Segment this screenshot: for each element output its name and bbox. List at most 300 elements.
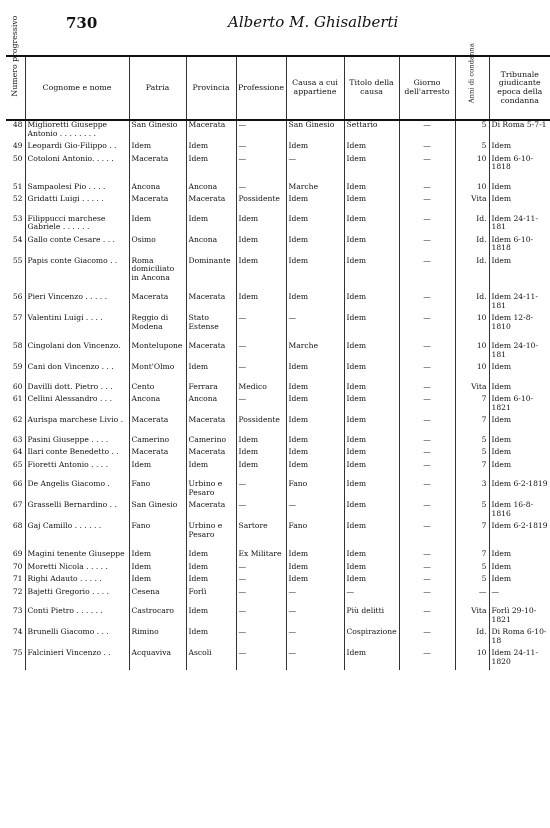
cell-anni: Id. [455, 293, 489, 314]
cell-numero: 55 [12, 256, 23, 265]
cell-professione: — [236, 607, 286, 628]
cell-giorno: — [399, 649, 455, 670]
cell-provincia: Idem [186, 550, 236, 563]
cell-causa: Idem [286, 416, 344, 429]
cell-giorno: — [399, 363, 455, 376]
cell-professione: Idem [236, 293, 286, 314]
row-spacer [6, 335, 550, 342]
cell-giorno: — [399, 563, 455, 576]
cell-cognome: Righi Adauto . . . . . [25, 575, 129, 588]
cell-professione: — [236, 588, 286, 601]
cell-titolo: Idem [344, 448, 399, 461]
cell-causa: Idem [286, 215, 344, 236]
cell-numero: 72 [12, 587, 23, 596]
cell-provincia: Idem [186, 155, 236, 176]
cell-anni: 10 [455, 649, 489, 670]
cell-anni: Id. [455, 257, 489, 287]
cell-professione: — [236, 342, 286, 363]
cell-anni: 5 [455, 575, 489, 588]
cell-patria: Cento [129, 383, 186, 396]
cell-titolo: Idem [344, 342, 399, 363]
cell-titolo: Idem [344, 236, 399, 257]
cell-giorno: — [399, 416, 455, 429]
cell-tribunale: Idem [489, 257, 550, 287]
row-spacer [6, 543, 550, 550]
table-row [6, 607, 550, 628]
cell-titolo: Idem [344, 649, 399, 670]
cell-patria: Ancona [129, 183, 186, 196]
header-provincia: Provincia [186, 56, 236, 120]
table-row [6, 588, 550, 601]
table-row [6, 575, 550, 588]
cell-titolo: — [344, 588, 399, 601]
cell-numero: 71 [12, 575, 23, 583]
cell-provincia: Idem [186, 142, 236, 155]
table-row [6, 550, 550, 563]
table-row [6, 314, 550, 335]
cell-provincia: Dominante [186, 257, 236, 287]
cell-anni: 7 [455, 522, 489, 543]
cell-professione: Ex Militare [236, 550, 286, 563]
cell-anni: 7 [455, 395, 489, 416]
cell-titolo: Idem [344, 563, 399, 576]
cell-numero: 63 [12, 435, 23, 444]
cell-cognome: Gaj Camillo . . . . . . [25, 522, 129, 543]
cell-tribunale: Idem [489, 563, 550, 576]
cell-cognome: Davilli dott. Pietro . . . [25, 383, 129, 396]
cell-cognome: Cingolani don Vincenzo. [25, 342, 129, 363]
cell-tribunale: Idem 6-2-1819 [489, 522, 550, 543]
cell-anni: 5 [455, 436, 489, 449]
cell-giorno: — [399, 461, 455, 474]
table-row [6, 195, 550, 208]
cell-anni: 10 [455, 155, 489, 176]
cell-provincia: Macerata [186, 416, 236, 429]
cell-anni: 5 [455, 142, 489, 155]
cell-tribunale: Idem [489, 448, 550, 461]
cell-numero: 51 [12, 182, 23, 191]
cell-patria: Macerata [129, 155, 186, 176]
cell-patria: Macerata [129, 448, 186, 461]
cell-giorno: — [399, 575, 455, 588]
cell-cognome: Brunelli Giacomo . . . [25, 628, 129, 649]
cell-professione: — [236, 155, 286, 176]
cell-giorno: — [399, 120, 455, 142]
cell-cognome: Papis conte Giacomo . . [25, 257, 129, 287]
cell-patria: Roma domiciliato in Ancona [129, 257, 186, 287]
cell-anni: 5 [455, 501, 489, 522]
cell-professione: — [236, 628, 286, 649]
cell-cognome: Cotoloni Antonio. . . . . [25, 155, 129, 176]
cell-professione: — [236, 314, 286, 335]
cell-titolo: Idem [344, 215, 399, 236]
cell-cognome: Bajetti Gregorio . . . . [25, 588, 129, 601]
cell-causa: Idem [286, 550, 344, 563]
cell-professione: Idem [236, 236, 286, 257]
header-causa: Causa a cui appartiene [286, 56, 344, 120]
cell-anni: Id. [455, 628, 489, 649]
cell-cognome: Miglioretti Giuseppe Antonio . . . . . . . . [25, 120, 129, 142]
cell-tribunale: Idem [489, 416, 550, 429]
cell-cognome: Pasini Giuseppe . . . . [25, 436, 129, 449]
cell-causa: Fano [286, 522, 344, 543]
cell-patria: Fano [129, 522, 186, 543]
cell-patria: Castrocaro [129, 607, 186, 628]
cell-causa: Idem [286, 383, 344, 396]
cell-cognome: Fioretti Antonio . . . . [25, 461, 129, 474]
cell-numero: 52 [12, 195, 23, 203]
cell-titolo: Idem [344, 155, 399, 176]
cell-tribunale: Idem 6-10-1818 [489, 155, 550, 176]
cell-giorno: — [399, 448, 455, 461]
cell-giorno: — [399, 501, 455, 522]
table-row [6, 563, 550, 576]
header-giorno: Giorno dell'arresto [399, 56, 455, 120]
cell-causa: Fano [286, 480, 344, 501]
cell-numero: 74 [12, 628, 23, 636]
row-spacer [6, 286, 550, 293]
cell-professione: — [236, 575, 286, 588]
cell-tribunale: Idem [489, 183, 550, 196]
cell-provincia: Stato Estense [186, 314, 236, 335]
cell-provincia: Camerino [186, 436, 236, 449]
cell-patria: Ancona [129, 395, 186, 416]
cell-tribunale: Idem [489, 363, 550, 376]
cell-cognome: De Angelis Giacomo . [25, 480, 129, 501]
cell-patria: Idem [129, 550, 186, 563]
cell-patria: Reggio di Modena [129, 314, 186, 335]
cell-anni: Vita [455, 607, 489, 628]
cell-tribunale: Idem 6-2-1819 [489, 480, 550, 501]
cell-titolo: Idem [344, 293, 399, 314]
table-row [6, 649, 550, 670]
cell-titolo: Idem [344, 195, 399, 208]
header-tribunale: Tribunale giudicante epoca della condanna [489, 56, 550, 120]
cell-provincia: Idem [186, 575, 236, 588]
cell-patria: Idem [129, 215, 186, 236]
cell-professione: Idem [236, 436, 286, 449]
cell-cognome: Gridatti Luigi . . . . . [25, 195, 129, 208]
cell-tribunale: Idem [489, 195, 550, 208]
cell-professione: Possidente [236, 195, 286, 208]
cell-cognome: Moretti Nicola . . . . . [25, 563, 129, 576]
cell-giorno: — [399, 257, 455, 287]
cell-causa: — [286, 628, 344, 649]
cell-titolo: Idem [344, 501, 399, 522]
cell-anni: 10 [455, 183, 489, 196]
cell-numero: 61 [12, 395, 23, 403]
cell-causa: — [286, 649, 344, 670]
cell-titolo: Idem [344, 395, 399, 416]
table-row [6, 183, 550, 196]
cell-patria: Osimo [129, 236, 186, 257]
cell-provincia: Macerata [186, 448, 236, 461]
table-row [6, 142, 550, 155]
cell-patria: Rimino [129, 628, 186, 649]
header-patria: Patria [129, 56, 186, 120]
cell-professione: Idem [236, 215, 286, 236]
table-row [6, 293, 550, 314]
cell-numero: 53 [12, 214, 23, 223]
table-row [6, 120, 550, 142]
cell-tribunale: Forlì 29-10-1821 [489, 607, 550, 628]
cell-titolo: Idem [344, 480, 399, 501]
cell-anni: 10 [455, 363, 489, 376]
cell-causa: Idem [286, 575, 344, 588]
cell-patria: Idem [129, 575, 186, 588]
cell-professione: — [236, 395, 286, 416]
cell-cognome: Valentini Luigi . . . . [25, 314, 129, 335]
cell-provincia: Macerata [186, 195, 236, 208]
cell-giorno: — [399, 142, 455, 155]
cell-tribunale: Idem 12-8-1810 [489, 314, 550, 335]
cell-tribunale: Idem 6-10-1818 [489, 236, 550, 257]
cell-giorno: — [399, 628, 455, 649]
cell-cognome: Pieri Vincenzo . . . . . [25, 293, 129, 314]
cell-patria: Montelupone [129, 342, 186, 363]
cell-causa: — [286, 314, 344, 335]
cell-cognome: Magini tenente Giuseppe [25, 550, 129, 563]
cell-numero: 67 [12, 501, 23, 509]
cell-provincia: Idem [186, 461, 236, 474]
header-cognome: Cognome e nome [25, 56, 129, 120]
cell-tribunale: Idem 24-10-181 [489, 342, 550, 363]
cell-anni: 3 [455, 480, 489, 501]
cell-professione: — [236, 183, 286, 196]
cell-titolo: Idem [344, 436, 399, 449]
table-header-row [6, 56, 550, 120]
header-anni: Anni di condanna [455, 56, 489, 120]
cell-anni: Vita [455, 195, 489, 208]
cell-cognome: Gallo conte Cesare . . . [25, 236, 129, 257]
cell-causa: Idem [286, 195, 344, 208]
cell-numero: 48 [12, 120, 23, 129]
cell-titolo: Idem [344, 142, 399, 155]
cell-numero: 73 [12, 607, 23, 615]
cell-cognome: Cellini Alessandro . . . [25, 395, 129, 416]
cell-provincia: Macerata [186, 342, 236, 363]
cell-causa: Idem [286, 236, 344, 257]
table-body [6, 120, 550, 670]
cell-tribunale: Idem 24-11-181 [489, 293, 550, 314]
cell-numero: 69 [12, 550, 23, 558]
cell-patria: Macerata [129, 195, 186, 208]
table-row [6, 480, 550, 501]
cell-giorno: — [399, 342, 455, 363]
cell-cognome: Leopardi Gio-Filippo . . [25, 142, 129, 155]
cell-titolo: Idem [344, 183, 399, 196]
cell-giorno: — [399, 588, 455, 601]
cell-tribunale: Idem 24-11-181 [489, 215, 550, 236]
cell-patria: Macerata [129, 416, 186, 429]
cell-cognome: Falcinieri Vincenzo . . [25, 649, 129, 670]
page-header [0, 10, 550, 38]
header-professione: Professione [236, 56, 286, 120]
cell-patria: Idem [129, 142, 186, 155]
cell-provincia: Idem [186, 215, 236, 236]
cell-provincia: Ancona [186, 395, 236, 416]
table-row [6, 215, 550, 236]
page-number: 730 [66, 14, 98, 32]
cell-numero: 58 [12, 342, 23, 350]
row-spacer [6, 429, 550, 436]
cell-numero: 70 [12, 562, 23, 571]
cell-provincia: Forlì [186, 588, 236, 601]
table-row [6, 461, 550, 474]
cell-numero: 54 [12, 235, 23, 244]
cell-giorno: — [399, 395, 455, 416]
cell-giorno: — [399, 215, 455, 236]
cell-giorno: — [399, 522, 455, 543]
table-row [6, 383, 550, 396]
cell-provincia: Ancona [186, 236, 236, 257]
cell-causa: San Ginesio [286, 120, 344, 142]
cell-causa: Marche [286, 183, 344, 196]
cell-tribunale: Di Roma 6-10-18 [489, 628, 550, 649]
row-spacer [6, 208, 550, 215]
cell-anni: 7 [455, 461, 489, 474]
cell-causa: — [286, 501, 344, 522]
cell-provincia: Urbino e Pesaro [186, 480, 236, 501]
cell-numero: 64 [12, 448, 23, 456]
cell-anni: 10 [455, 314, 489, 335]
cell-numero: 62 [12, 416, 23, 424]
cell-giorno: — [399, 480, 455, 501]
cell-patria: San Ginesio [129, 120, 186, 142]
cell-giorno: — [399, 314, 455, 335]
cell-patria: Idem [129, 563, 186, 576]
cell-titolo: Idem [344, 383, 399, 396]
cell-professione: Possidente [236, 416, 286, 429]
cell-titolo: Idem [344, 363, 399, 376]
cell-patria: Acquaviva [129, 649, 186, 670]
cell-causa: — [286, 588, 344, 601]
cell-titolo: Idem [344, 575, 399, 588]
cell-giorno: — [399, 195, 455, 208]
cell-provincia: Idem [186, 607, 236, 628]
row-spacer [6, 600, 550, 607]
row-spacer [6, 176, 550, 183]
cell-giorno: — [399, 607, 455, 628]
cell-numero: 60 [12, 382, 23, 391]
cell-anni: Vita [455, 383, 489, 396]
row-spacer [6, 376, 550, 383]
cell-professione: — [236, 120, 286, 142]
cell-tribunale: Idem 16-8-1816 [489, 501, 550, 522]
cell-tribunale: Idem [489, 550, 550, 563]
cell-anni: 7 [455, 550, 489, 563]
cell-titolo: Settario [344, 120, 399, 142]
cell-cognome: Sampaolesi Pio . . . . [25, 183, 129, 196]
cell-patria: Camerino [129, 436, 186, 449]
cell-titolo: Idem [344, 314, 399, 335]
row-spacer [6, 473, 550, 480]
cell-patria: San Ginesio [129, 501, 186, 522]
cell-titolo: Idem [344, 257, 399, 287]
table-row [6, 236, 550, 257]
cell-causa: Idem [286, 363, 344, 376]
table-row [6, 522, 550, 543]
cell-provincia: Ascoli [186, 649, 236, 670]
cell-professione: — [236, 363, 286, 376]
cell-tribunale: Idem [489, 461, 550, 474]
cell-titolo: Idem [344, 550, 399, 563]
cell-provincia: Macerata [186, 293, 236, 314]
cell-giorno: — [399, 550, 455, 563]
cell-anni: Id. [455, 215, 489, 236]
cell-provincia: Idem [186, 628, 236, 649]
cell-causa: Marche [286, 342, 344, 363]
cell-causa: Idem [286, 563, 344, 576]
cell-patria: Idem [129, 461, 186, 474]
cell-causa: — [286, 155, 344, 176]
cell-anni: — [455, 588, 489, 601]
header-titolo: Titolo della causa [344, 56, 399, 120]
cell-cognome: Ilari conte Benedetto . . [25, 448, 129, 461]
cell-giorno: — [399, 293, 455, 314]
table-row [6, 395, 550, 416]
cell-numero: 75 [12, 649, 23, 657]
cell-professione: — [236, 563, 286, 576]
cell-professione: Idem [236, 257, 286, 287]
cell-causa: — [286, 607, 344, 628]
table-row [6, 416, 550, 429]
cell-titolo: Idem [344, 416, 399, 429]
cell-tribunale: Idem 24-11-1820 [489, 649, 550, 670]
cell-anni: 5 [455, 448, 489, 461]
cell-causa: Idem [286, 461, 344, 474]
cell-tribunale: Idem [489, 575, 550, 588]
cell-patria: Fano [129, 480, 186, 501]
cell-numero: 50 [12, 154, 23, 163]
cell-professione: Idem [236, 461, 286, 474]
cell-giorno: — [399, 436, 455, 449]
cell-tribunale: Di Roma 5-7-1 [489, 120, 550, 142]
cell-tribunale: Idem [489, 142, 550, 155]
cell-giorno: — [399, 183, 455, 196]
cell-giorno: — [399, 383, 455, 396]
cell-causa: Idem [286, 395, 344, 416]
table-row [6, 448, 550, 461]
cell-provincia: Idem [186, 563, 236, 576]
cell-causa: Idem [286, 448, 344, 461]
cell-titolo: Idem [344, 461, 399, 474]
cell-anni: 7 [455, 416, 489, 429]
cell-anni: Id. [455, 236, 489, 257]
cell-patria: Cesena [129, 588, 186, 601]
cell-provincia: Urbino e Pesaro [186, 522, 236, 543]
cell-giorno: — [399, 236, 455, 257]
running-title: Alberto M. Ghisalberti [228, 13, 399, 31]
table-row [6, 501, 550, 522]
cell-anni: 10 [455, 342, 489, 363]
cell-tribunale: Idem [489, 383, 550, 396]
table-row [6, 155, 550, 176]
cell-causa: Idem [286, 257, 344, 287]
cell-cognome: Aurispa marchese Livio . [25, 416, 129, 429]
cell-professione: Idem [236, 448, 286, 461]
cell-patria: Macerata [129, 293, 186, 314]
cell-cognome: Grasselli Bernardino . . [25, 501, 129, 522]
cell-numero: 57 [12, 314, 23, 322]
cell-tribunale: Idem [489, 436, 550, 449]
cell-professione: — [236, 501, 286, 522]
cell-titolo: Cospirazione [344, 628, 399, 649]
cell-anni: 5 [455, 563, 489, 576]
cell-anni: 5 [455, 120, 489, 142]
cell-numero: 59 [12, 363, 23, 371]
header-numero: Numero progressivo [6, 56, 25, 120]
